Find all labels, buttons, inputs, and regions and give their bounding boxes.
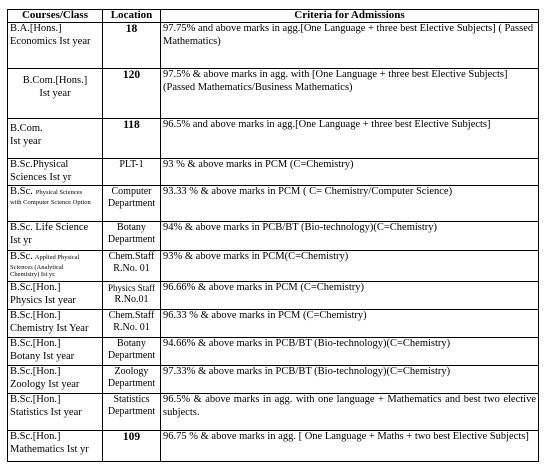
location-cell: Botany Department <box>103 222 161 251</box>
course-cell: B.Sc.Physical Sciences Ist yr <box>8 159 103 186</box>
table-row <box>8 186 539 222</box>
criteria-cell: 96.33 % & above marks in PCM (C=Chemistry) <box>161 310 539 338</box>
criteria-cell: 96.66% & above marks in PCM (C=Chemistry) <box>161 282 539 310</box>
criteria-cell: 94.66% & above marks in PCB/BT (Bio-technology)(C=Chemistry) <box>161 338 539 366</box>
course-cell: B.Com. Ist year <box>8 119 103 159</box>
table-row <box>8 310 539 338</box>
header-criteria: Criteria for Admissions <box>161 10 539 23</box>
location-cell: Zoology Department <box>103 366 161 394</box>
location-cell: 118 <box>103 119 161 159</box>
criteria-cell: 96.5% & above marks in agg. with one language + Mathematics and best two elective subjects. <box>161 394 539 431</box>
criteria-cell: 97.5% & above marks in agg. with [One Language + three best Elective Subjects] (Passed Mathematics/Business Mathematics) <box>161 69 539 119</box>
location-cell: Chem.Staff R.No. 01 <box>103 251 161 282</box>
course-cell: B.Sc.[Hon.] Botany Ist year <box>8 338 103 366</box>
table-row <box>8 431 539 462</box>
criteria-cell: 96.75 % & above marks in agg. [ One Language + Maths + two best Elective Subjects] <box>161 431 539 462</box>
header-courses: Courses/Class <box>8 10 103 23</box>
criteria-cell: 97.33% & above marks in PCB/BT (Bio-technology)(C=Chemistry) <box>161 366 539 394</box>
criteria-cell: 96.5% and above marks in agg.[One Language + three best Elective Subjects] <box>161 119 539 159</box>
criteria-cell: 93% & above marks in PCM(C=Chemistry) <box>161 251 539 282</box>
table-row <box>8 119 539 159</box>
header-location: Location <box>103 10 161 23</box>
criteria-cell: 97.75% and above marks in agg.[One Language + three best Elective Subjects] ( Passed Mathematics) <box>161 23 539 69</box>
location-cell: 18 <box>103 23 161 69</box>
location-cell: Botany Department <box>103 338 161 366</box>
course-cell: B.Sc.[Hon.] Physics Ist year <box>8 282 103 310</box>
course-cell: B.Sc. Physical Sciences with Computer Science Option <box>8 186 103 222</box>
location-cell: Chem.Staff R.No. 01 <box>103 310 161 338</box>
course-cell: B.Sc.[Hon.] Zoology Ist year <box>8 366 103 394</box>
table-row <box>8 69 539 119</box>
table-row <box>8 366 539 394</box>
table-row <box>8 159 539 186</box>
admission-criteria-table <box>7 9 539 462</box>
location-cell: Statistics Department <box>103 394 161 431</box>
location-cell: Computer Department <box>103 186 161 222</box>
course-cell: B.Sc.[Hon.] Statistics Ist year <box>8 394 103 431</box>
course-cell: B.A.[Hons.] Economics Ist year <box>8 23 103 69</box>
table-row <box>8 282 539 310</box>
course-cell: B.Sc. Applied Physical Sciences (Analytical Chemistry) Ist yr. <box>8 251 103 282</box>
course-cell: B.Com.[Hons.] Ist year <box>8 69 103 119</box>
criteria-cell: 93 % & above marks in PCM (C=Chemistry) <box>161 159 539 186</box>
location-cell: PLT-1 <box>103 159 161 186</box>
table-row <box>8 251 539 282</box>
criteria-cell: 93.33 % & above marks in PCM ( C= Chemistry/Computer Science) <box>161 186 539 222</box>
course-cell: B.Sc.[Hon.] Chemistry Ist Year <box>8 310 103 338</box>
table-row <box>8 23 539 69</box>
table-header-row <box>8 10 539 23</box>
table-row <box>8 338 539 366</box>
course-cell: B.Sc.[Hon.] Mathematics Ist yr <box>8 431 103 462</box>
table-row <box>8 222 539 251</box>
table-row <box>8 394 539 431</box>
location-cell: 120 <box>103 69 161 119</box>
location-cell: 109 <box>103 431 161 462</box>
location-cell: Physics Staff R.No.01 <box>103 282 161 310</box>
course-cell: B.Sc. Life Science Ist yr <box>8 222 103 251</box>
criteria-cell: 94% & above marks in PCB/BT (Bio-technology)(C=Chemistry) <box>161 222 539 251</box>
